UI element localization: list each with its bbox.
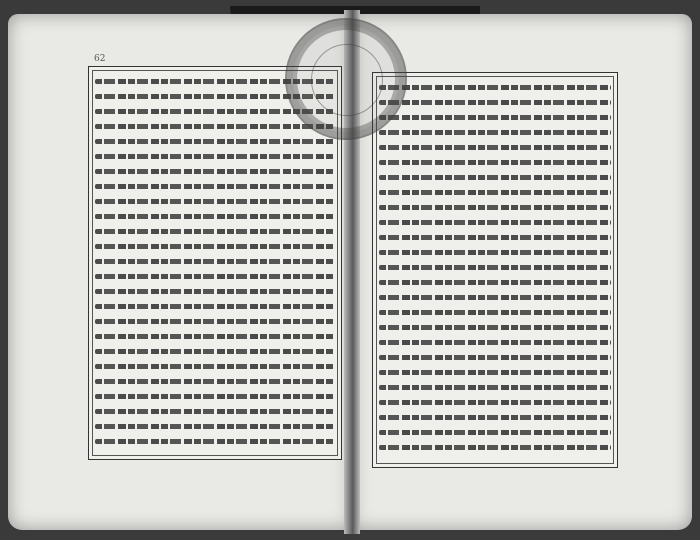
text-line: [379, 295, 611, 300]
text-line: [379, 340, 611, 345]
text-line: [95, 394, 335, 399]
text-line: [379, 250, 611, 255]
text-line: [379, 355, 611, 360]
left-text-frame: [88, 66, 342, 460]
text-line: [379, 325, 611, 330]
right-text-frame: [372, 72, 618, 468]
text-line: [95, 229, 335, 234]
text-line: [379, 400, 611, 405]
seal-inner-ring: [311, 44, 383, 116]
text-line: [379, 280, 611, 285]
text-line: [95, 379, 335, 384]
library-seal-stamp: [285, 18, 407, 140]
text-line: [95, 184, 335, 189]
text-line: [379, 205, 611, 210]
text-line: [95, 259, 335, 264]
page-number: 62: [94, 54, 106, 64]
text-line: [95, 349, 335, 354]
text-line: [95, 364, 335, 369]
text-line: [95, 289, 335, 294]
text-line: [95, 439, 335, 444]
text-line: [379, 385, 611, 390]
text-line: [379, 310, 611, 315]
text-line: [379, 85, 611, 90]
text-line: [379, 220, 611, 225]
text-line: [379, 160, 611, 165]
text-line: [379, 265, 611, 270]
text-line: [95, 139, 335, 144]
text-line: [95, 154, 335, 159]
text-line: [95, 124, 335, 129]
text-line: [95, 199, 335, 204]
text-line: [95, 169, 335, 174]
text-line: [95, 244, 335, 249]
text-line: [379, 145, 611, 150]
text-line: [379, 100, 611, 105]
text-line: [379, 190, 611, 195]
text-line: [379, 445, 611, 450]
text-line: [95, 334, 335, 339]
text-line: [95, 424, 335, 429]
text-line: [379, 115, 611, 120]
text-line: [95, 214, 335, 219]
text-line: [95, 319, 335, 324]
text-line: [95, 274, 335, 279]
text-line: [379, 370, 611, 375]
text-line: [95, 409, 335, 414]
text-line: [379, 430, 611, 435]
text-line: [379, 130, 611, 135]
text-line: [379, 175, 611, 180]
text-line: [379, 415, 611, 420]
text-line: [95, 304, 335, 309]
text-line: [379, 235, 611, 240]
